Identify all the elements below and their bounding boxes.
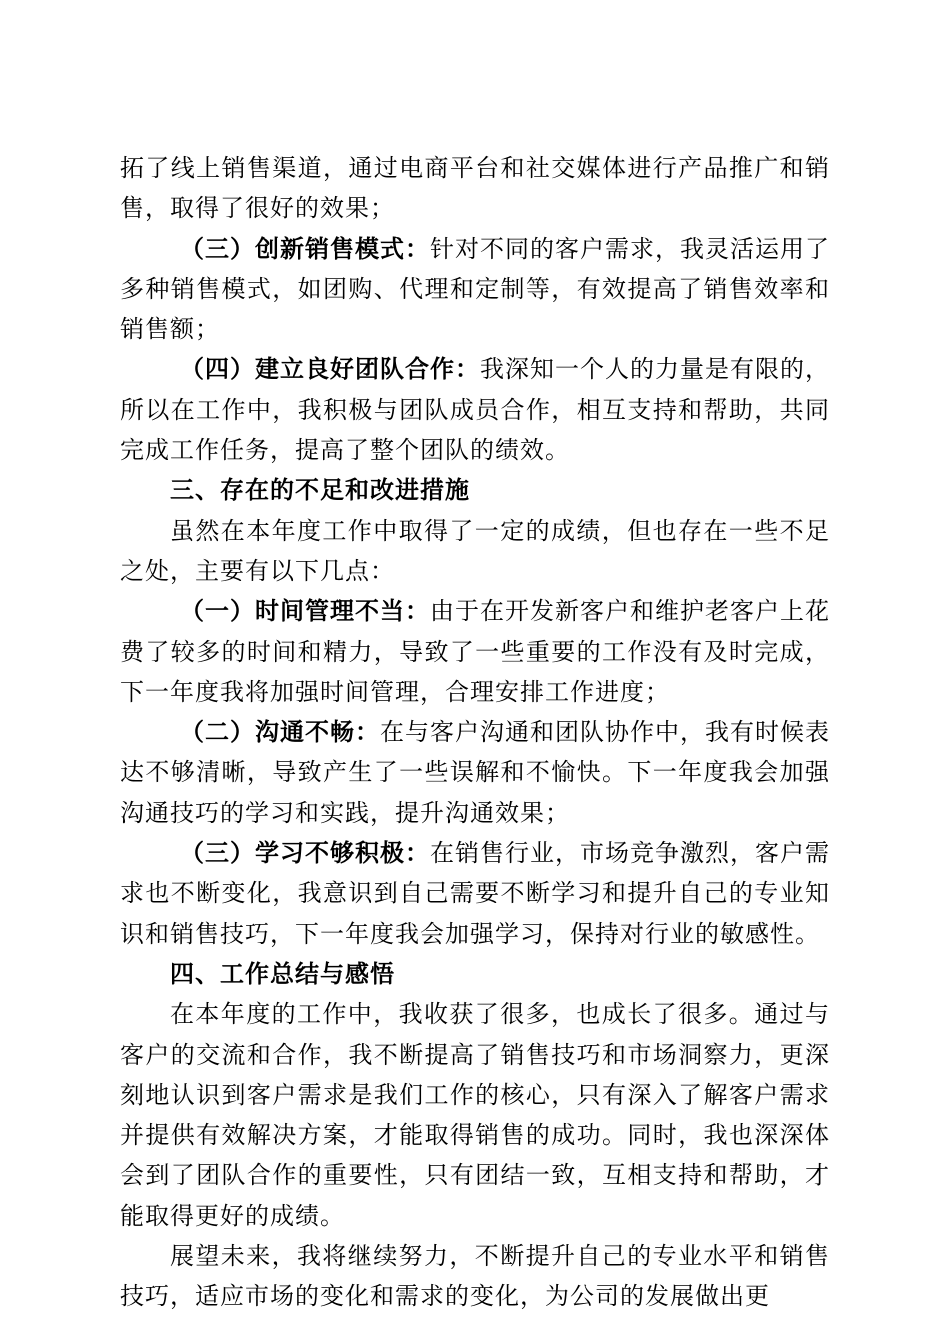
list-item-text: 由于在开发新客户和维护老客户上花费了较多的时间和精力，导致了一些重要的工作没有及时完成，下一年度我将加强时间管理，合理安排工作进度； — [120, 597, 830, 706]
list-item-text: 在与客户沟通和团队协作中，我有时候表达不够清晰，导致产生了一些误解和不愉快。下一年度我会加强沟通技巧的学习和实践，提升沟通效果； — [120, 718, 830, 827]
list-item-innovate-sales — [120, 229, 830, 350]
list-item-text: 我深知一个人的力量是有限的，所以在工作中，我积极与团队成员合作，相互支持和帮助，共同完成工作任务，提高了整个团队的绩效。 — [120, 355, 830, 465]
list-item-lead: （三）创新销售模式： — [180, 234, 430, 263]
list-item-lead: （一）时间管理不当： — [180, 597, 430, 626]
list-item-text: 针对不同的客户需求，我灵活运用了多种销售模式，如团购、代理和定制等，有效提高了销售效率和销售额； — [120, 234, 830, 344]
paragraph-summary: 在本年度的工作中，我收获了很多，也成长了很多。通过与客户的交流和合作，我不断提高了销售技巧和市场洞察力，更深刻地认识到客户需求是我们工作的核心，只有深入了解客户需求并提供有效解决方案，才能取得销售的成功。同时，我也深深体会到了团队合作的重要性，只有团结一致，互相支持和帮助，才能取得更好的成绩。 — [120, 1000, 830, 1230]
list-item-text: 在销售行业，市场竞争激烈，客户需求也不断变化，我意识到自己需要不断学习和提升自己的专业知识和销售技巧，下一年度我会加强学习，保持对行业的敏感性。 — [120, 839, 830, 948]
list-item-lead: （二）沟通不畅： — [180, 718, 380, 747]
paragraph-outlook: 展望未来，我将继续努力，不断提升自己的专业水平和销售技巧，适应市场的变化和需求的变化，为公司的发展做出更 — [120, 1242, 830, 1311]
list-item-lead: （三）学习不够积极： — [180, 839, 430, 868]
paragraph-deficiencies-intro: 虽然在本年度工作中取得了一定的成绩，但也存在一些不足之处，主要有以下几点： — [120, 516, 830, 585]
document-page — [120, 148, 830, 1317]
list-item-teamwork — [120, 349, 830, 470]
section-heading-deficiencies: 三、存在的不足和改进措施 — [170, 476, 470, 505]
list-item-lead: （四）建立良好团队合作： — [180, 355, 480, 384]
list-item-learning — [120, 833, 830, 954]
paragraph-continued: 拓了线上销售渠道，通过电商平台和社交媒体进行产品推广和销售，取得了很好的效果； — [120, 154, 830, 223]
list-item-communication — [120, 712, 830, 833]
list-item-time-management — [120, 591, 830, 712]
section-heading-summary: 四、工作总结与感悟 — [170, 959, 395, 988]
